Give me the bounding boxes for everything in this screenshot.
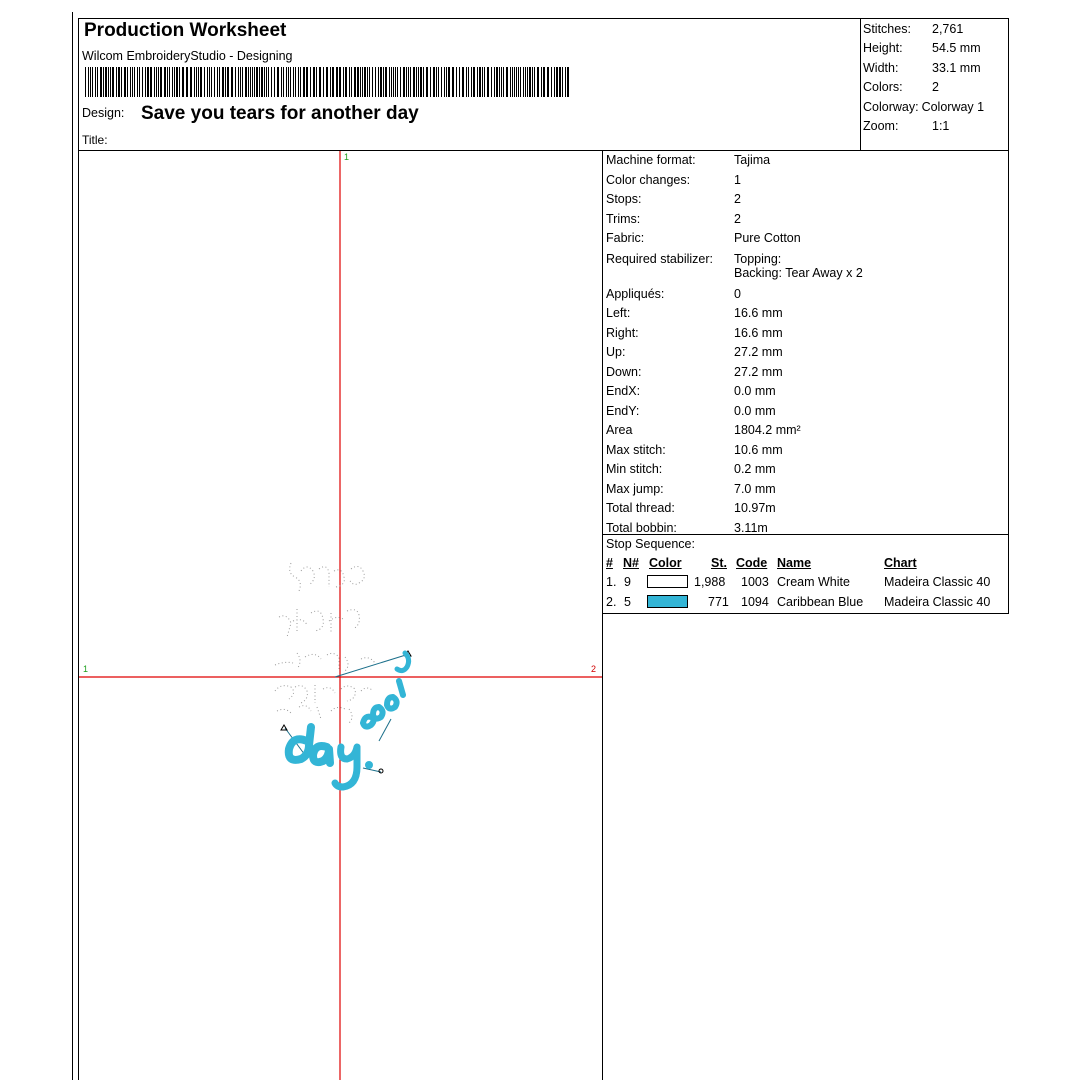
stopseq-bottom — [602, 613, 1009, 614]
frame-right — [1008, 18, 1009, 614]
summary-row — [863, 39, 984, 58]
detail-value: 0.0 mm — [734, 384, 776, 398]
detail-label: EndY: — [606, 403, 640, 418]
summary-row — [863, 20, 984, 39]
row1-n: 9 — [624, 575, 631, 589]
detail-label: Min stitch: — [606, 462, 663, 476]
row1-name: Cream White — [777, 575, 850, 589]
row2-n: 5 — [624, 595, 631, 609]
design-preview — [79, 151, 602, 1080]
detail-label: Right: — [606, 325, 639, 340]
row2-stitches: 771 — [708, 595, 729, 609]
summary-label: Stitches: — [863, 22, 911, 36]
detail-row — [606, 229, 863, 249]
detail-label: Trims: — [606, 211, 641, 226]
summary-row — [863, 78, 984, 97]
row1-chart: Madeira Classic 40 — [884, 575, 991, 589]
detail-value: 7.0 mm — [734, 481, 776, 496]
axis-label-top: 1 — [344, 152, 350, 162]
detail-value: 1804.2 mm² — [734, 423, 801, 437]
stabilizer-backing: Backing: Tear Away x 2 — [734, 265, 863, 280]
header-stitches: St. — [711, 556, 727, 570]
title-label: Title: — [82, 133, 108, 147]
detail-row — [606, 171, 863, 191]
axis-label-right: 2 — [591, 664, 597, 674]
detail-row — [606, 343, 863, 363]
worksheet-title: Production Worksheet — [84, 20, 287, 41]
detail-value: 3.11m — [734, 520, 768, 535]
summary-value: 2,761 — [932, 22, 964, 36]
summary-value: 2 — [932, 80, 939, 95]
detail-row — [606, 324, 863, 344]
summary-value: 33.1 mm — [932, 60, 981, 75]
row1-stitches: 1,988 — [694, 575, 726, 589]
axis-label-left: 1 — [83, 664, 89, 674]
detail-value: 1 — [734, 172, 741, 187]
summary-row — [863, 98, 984, 117]
row1-code: 1003 — [741, 575, 769, 589]
header-code: Code — [736, 556, 768, 570]
frame-top — [78, 18, 1009, 19]
detail-row — [606, 519, 863, 539]
row2-name: Caribbean Blue — [777, 595, 864, 609]
detail-label: Color changes: — [606, 172, 691, 187]
row2-num: 2. — [606, 595, 617, 609]
detail-row — [606, 480, 863, 500]
detail-label: Max jump: — [606, 481, 664, 496]
stop-sequence — [606, 537, 1008, 613]
summary-label: Colorway: — [863, 99, 919, 114]
summary-label: Width: — [863, 60, 899, 75]
detail-value: 27.2 mm — [734, 364, 783, 379]
detail-row — [606, 304, 863, 324]
detail-value: 27.2 mm — [734, 345, 783, 359]
detail-row — [606, 421, 863, 441]
detail-value: 0.0 mm — [734, 403, 776, 418]
summary-value: 54.5 mm — [932, 41, 981, 56]
summary-block — [863, 20, 984, 136]
detail-label: Required stabilizer: — [606, 251, 713, 266]
detail-value: Tajima — [734, 153, 771, 167]
detail-row — [606, 402, 863, 422]
summary-value: Colorway 1 — [921, 99, 985, 114]
summary-label: Height: — [863, 41, 903, 56]
software-name: Wilcom EmbroideryStudio - Designing — [82, 49, 293, 63]
detail-value: 0.2 mm — [734, 462, 776, 476]
detail-value: 0 — [734, 286, 741, 301]
header-name: Name — [777, 556, 812, 570]
summary-row — [863, 117, 984, 136]
detail-label: Appliqués: — [606, 286, 665, 301]
detail-row — [606, 151, 863, 171]
header-num: # — [606, 556, 613, 570]
row2-chart: Madeira Classic 40 — [884, 595, 991, 609]
detail-row — [606, 441, 863, 461]
detail-value: 16.6 mm — [734, 325, 783, 340]
detail-label: Stops: — [606, 192, 642, 206]
row2-code: 1094 — [741, 595, 769, 609]
design-label: Design: — [82, 106, 125, 120]
detail-value — [734, 252, 863, 285]
detail-value: 10.97m — [734, 501, 776, 515]
detail-label: Left: — [606, 306, 631, 320]
panel-divider — [602, 150, 603, 1080]
detail-row — [606, 210, 863, 230]
detail-label: Machine format: — [606, 153, 696, 167]
detail-row — [606, 285, 863, 305]
embroidery-design — [275, 563, 411, 787]
detail-label: Down: — [606, 364, 642, 379]
detail-value: 2 — [734, 211, 741, 226]
detail-row — [606, 190, 863, 210]
summary-label: Zoom: — [863, 118, 899, 133]
summary-divider — [860, 18, 861, 151]
row1-num: 1. — [606, 575, 617, 589]
summary-label: Colors: — [863, 80, 903, 95]
summary-row — [863, 59, 984, 78]
detail-label: Max stitch: — [606, 442, 666, 457]
cream-white-stitches — [275, 563, 375, 723]
detail-value: Pure Cotton — [734, 231, 801, 245]
detail-row — [606, 499, 863, 519]
stabilizer-topping: Topping: — [734, 251, 782, 266]
detail-label: Total thread: — [606, 501, 675, 515]
detail-label: Up: — [606, 345, 626, 359]
frame-left-outer — [72, 12, 73, 1080]
detail-label: Fabric: — [606, 231, 645, 245]
header-chart: Chart — [884, 556, 917, 570]
detail-value: 10.6 mm — [734, 442, 783, 457]
stop-sequence-title: Stop Sequence: — [606, 537, 695, 551]
detail-label: EndX: — [606, 384, 641, 398]
detail-value: 16.6 mm — [734, 306, 783, 320]
header-color: Color — [649, 556, 682, 570]
barcode — [85, 67, 571, 97]
design-name: Save you tears for another day — [141, 103, 419, 124]
detail-row-stabilizer — [606, 249, 863, 285]
summary-value: 1:1 — [932, 118, 950, 133]
detail-label: Area — [606, 423, 633, 437]
row2-color-swatch — [647, 595, 688, 608]
detail-value: 2 — [734, 192, 741, 206]
detail-row — [606, 382, 863, 402]
detail-row — [606, 363, 863, 383]
details-list — [606, 151, 863, 538]
header-n: N# — [623, 556, 639, 570]
detail-row — [606, 460, 863, 480]
row1-color-swatch — [647, 575, 688, 588]
detail-label: Total bobbin: — [606, 520, 677, 535]
